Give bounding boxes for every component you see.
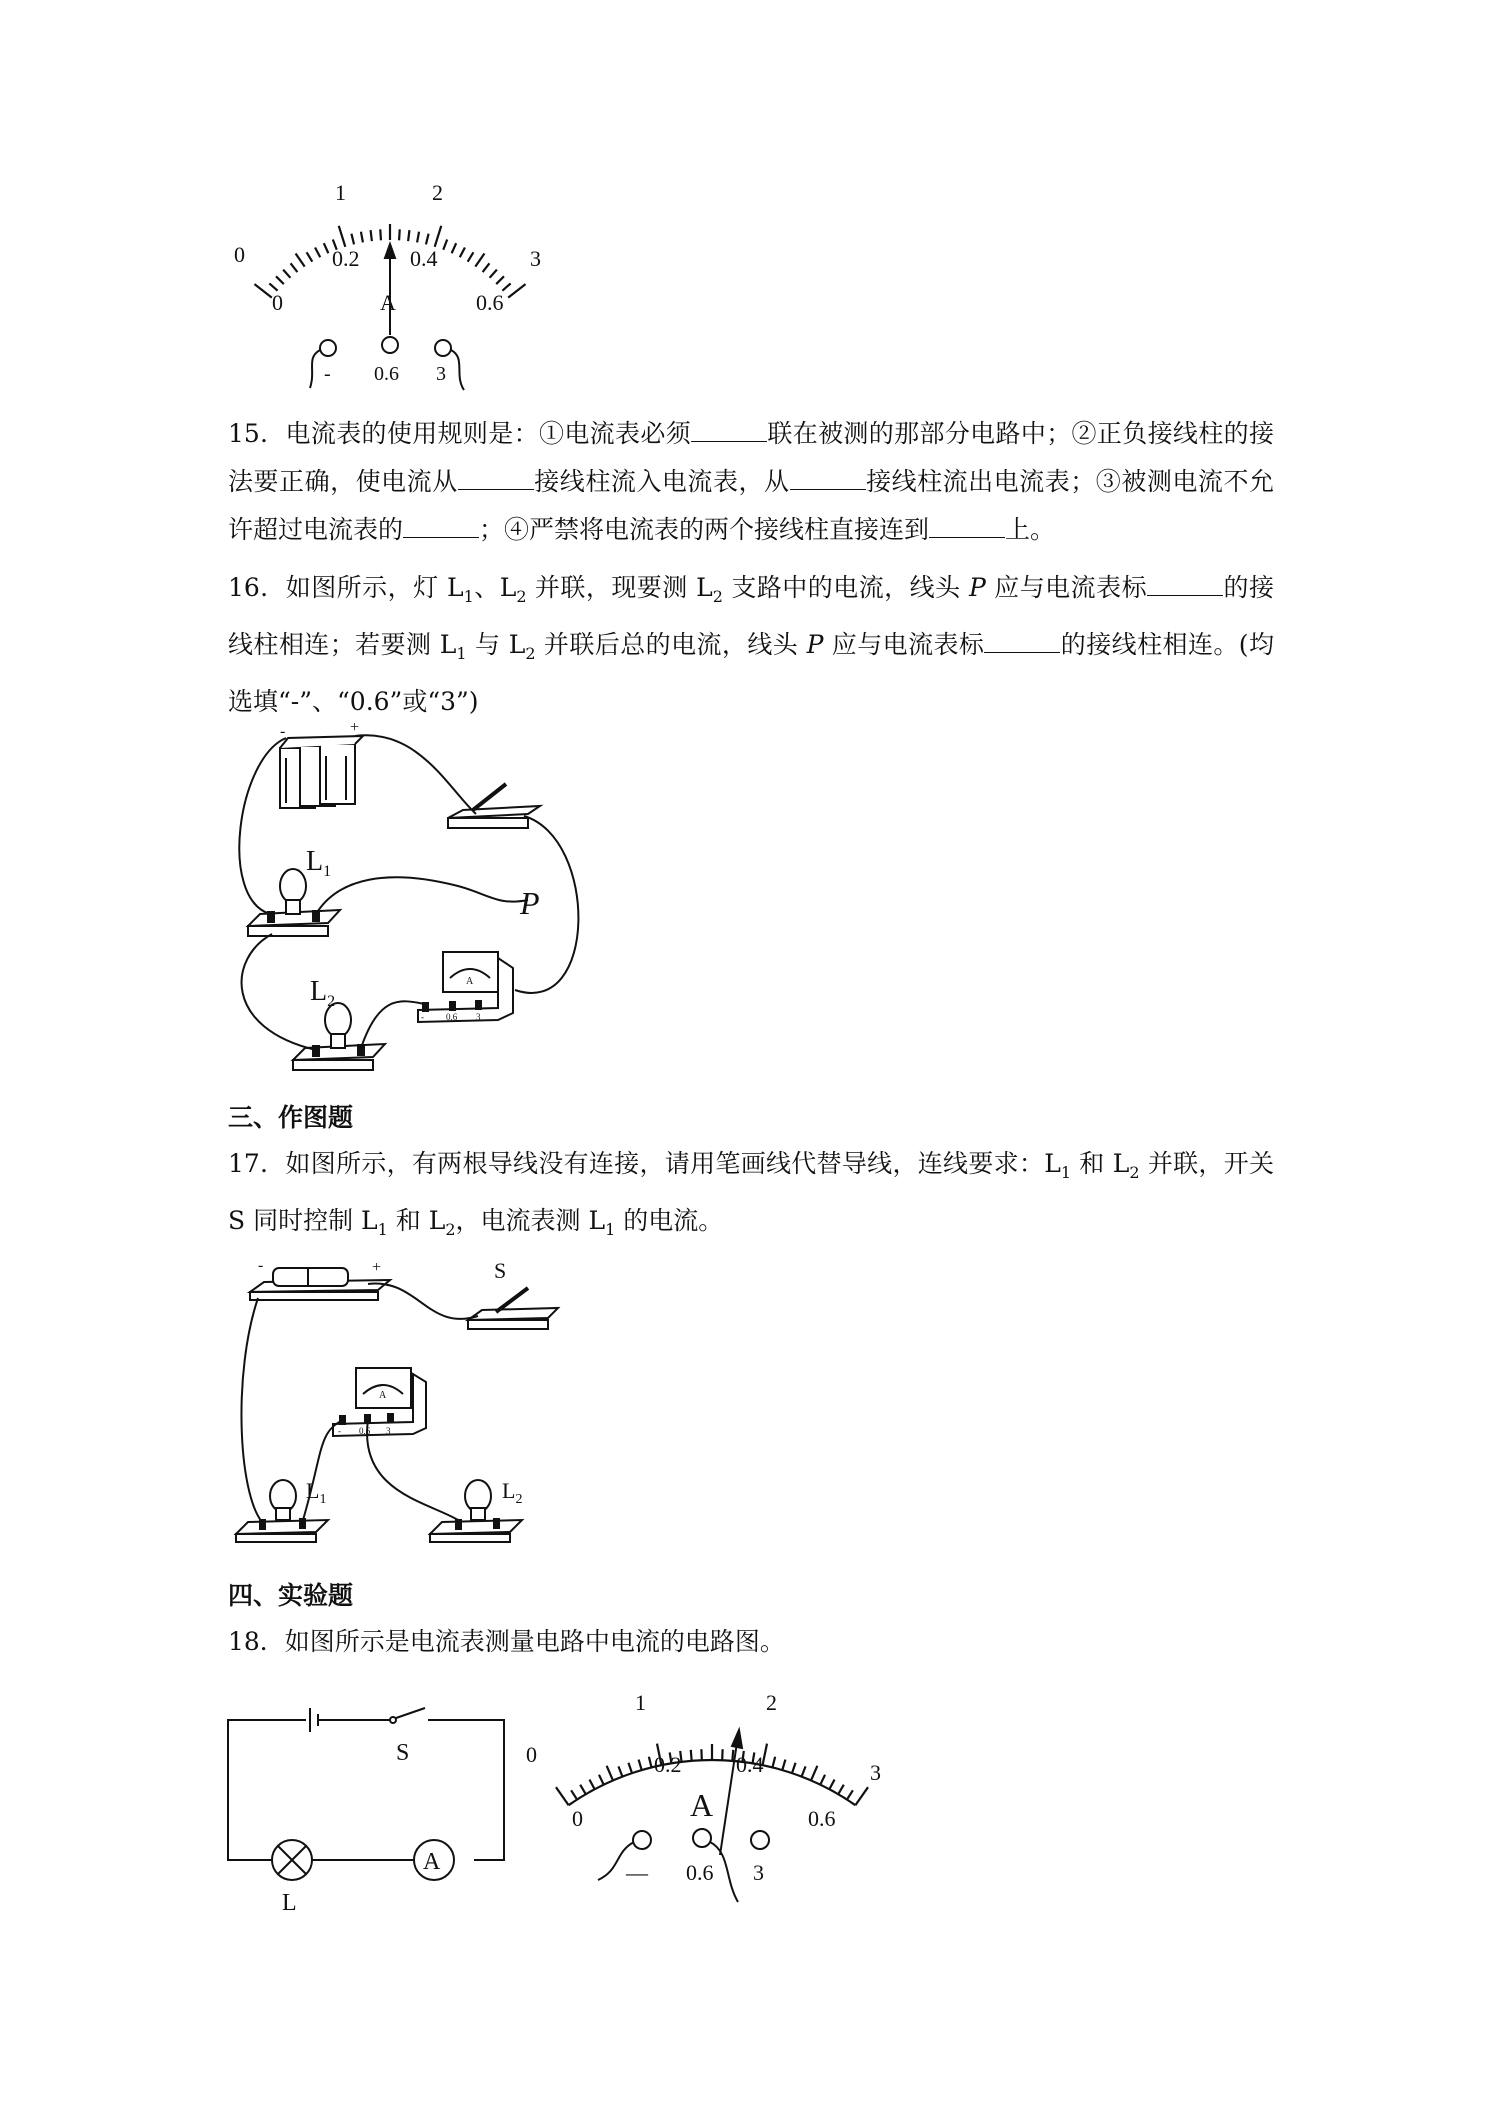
circuit-schematic <box>228 1708 504 1880</box>
question-18: 18．如图所示是电流表测量电路中电流的电路图。 <box>228 1627 785 1656</box>
dial-minor-0: 0 <box>572 1806 583 1831</box>
dial-tick <box>782 1760 785 1771</box>
dial-major-3: 3 <box>530 246 541 271</box>
dial-tick <box>276 276 284 284</box>
dial-tick <box>811 1766 817 1781</box>
dial-minor-04: 0.4 <box>410 246 438 271</box>
dial-tick <box>496 276 504 284</box>
dial-minor-04: 0.4 <box>736 1752 764 1777</box>
meter-t3: 3 <box>386 1426 391 1436</box>
dial-major-1: 1 <box>635 1690 646 1715</box>
circuit-figure-17 <box>228 1252 568 1542</box>
dial-tick <box>443 239 447 249</box>
dial-tick <box>315 247 320 257</box>
blank[interactable] <box>984 630 1060 653</box>
dial-tick <box>571 1790 577 1799</box>
meter-t1: - <box>338 1426 341 1436</box>
meter-unit: A <box>379 1390 387 1401</box>
dial-minor-02: 0.2 <box>654 1752 682 1777</box>
question-15: 15．电流表的使用规则是：①电流表必须 联在被测的那部分电路中；②正负接线柱的接法要正确，使电流从 接线柱流入电流表，从 接线柱流出电流表；③被测电流不允许超过电流表的 ；④严禁将电流表的两个接线柱直接连到 上。 <box>228 419 1274 544</box>
meter-unit: A <box>466 976 474 987</box>
section-4-title: 四、实验题 <box>228 1581 354 1610</box>
dial-tick <box>792 1763 796 1773</box>
dial-tick <box>829 1780 834 1790</box>
lamp-l1-label: $L_1$ <box>306 846 332 880</box>
dial-minor-0: 0 <box>272 290 283 315</box>
dial-tick <box>508 284 525 298</box>
meter-t2: 0.6 <box>359 1426 371 1436</box>
dial-tick <box>607 1766 613 1781</box>
terminal-neg: - <box>324 363 331 385</box>
dial-major-2: 2 <box>766 1690 777 1715</box>
dial-tick <box>618 1766 622 1776</box>
ammeter-dial-large <box>526 1690 881 1902</box>
dial-tick <box>649 1757 652 1768</box>
dial-tick <box>732 1750 733 1761</box>
dial-tick <box>855 1787 868 1805</box>
ammeter-icon <box>418 952 513 1022</box>
dial-tick <box>296 253 305 266</box>
dial-tick <box>283 270 290 278</box>
dial-major-0: 0 <box>526 1742 537 1767</box>
dial-tick <box>361 232 363 243</box>
dial-major-2: 2 <box>432 180 443 205</box>
circuit-figure-16 <box>228 719 608 1088</box>
lamp-l2-label: $L_2$ <box>502 1478 523 1507</box>
dial-tick <box>589 1780 594 1790</box>
dial-tick <box>417 232 419 243</box>
terminal-06: 0.6 <box>374 363 399 385</box>
blank[interactable] <box>790 467 866 490</box>
blank[interactable] <box>929 515 1005 538</box>
dial-tick <box>502 283 510 290</box>
dial-major-0: 0 <box>234 242 245 267</box>
lamp-l1-label: $L_1$ <box>306 1478 327 1507</box>
dial-tick <box>820 1775 825 1785</box>
dial-tick <box>468 252 474 261</box>
dial-tick <box>291 263 298 272</box>
dial-tick <box>371 230 372 241</box>
dial-minor-02: 0.2 <box>332 246 360 271</box>
dial-unit: A <box>690 1787 714 1823</box>
battery-pos-label: + <box>372 1259 382 1276</box>
terminal-3: 3 <box>753 1860 764 1885</box>
dial-tick <box>639 1760 642 1771</box>
dial-tick <box>408 230 409 241</box>
ammeter-symbol-label: A <box>423 1849 441 1875</box>
lamp-l2-icon <box>293 1003 385 1070</box>
terminal-neg: — <box>626 1860 648 1885</box>
dial-tick <box>339 226 346 247</box>
dial-tick <box>838 1785 844 1794</box>
dial-tick <box>490 270 497 278</box>
ammeter-icon <box>333 1368 426 1436</box>
blank[interactable] <box>691 419 767 442</box>
battery-neg-label: - <box>258 1257 264 1274</box>
switch-icon <box>448 784 540 828</box>
question-16: 16．如图所示，灯 $L_1$、$L_2$ 并联，现要测 $L_2$ 支路中的电流，线头 P 应与电流表标 的接线柱相连；若要测 $L_1$ 与 $L_2$ 并联后总的电流，线头 P 应与电流表标 的接线柱相连。(均选填“-”、“0.6”或“3”) <box>228 573 1274 716</box>
dial-tick <box>772 1757 775 1768</box>
dial-tick <box>483 263 490 272</box>
meter-t1: - <box>421 1012 424 1022</box>
dial-tick <box>399 229 400 240</box>
blank[interactable] <box>1147 573 1223 596</box>
blank[interactable] <box>403 515 479 538</box>
dial-pointer <box>720 1730 742 1855</box>
battery-neg-label: - <box>280 723 286 740</box>
lamp-l2-label: $L_2$ <box>310 976 336 1010</box>
dial-tick <box>556 1787 569 1805</box>
meter-t3: 3 <box>476 1012 481 1022</box>
wire-end-p: P <box>520 885 540 921</box>
dial-tick <box>435 226 442 247</box>
dial-major-3: 3 <box>870 1760 881 1785</box>
dial-tick <box>475 253 484 266</box>
battery-pos-label: + <box>350 719 360 736</box>
dial-tick <box>452 243 457 253</box>
terminal-3: 3 <box>436 363 446 385</box>
question-17: 17．如图所示，有两根导线没有连接，请用笔画线代替导线，连线要求：$L_1$ 和 $L_2$ 并联，开关 S 同时控制 $L_1$ 和 $L_2$，电流表测 $L_1$ 的电流。 <box>228 1149 1275 1239</box>
dial-tick <box>691 1750 692 1761</box>
dial-tick <box>802 1766 806 1776</box>
section-3-title: 三、作图题 <box>228 1103 354 1132</box>
switch-label: S <box>494 1258 507 1283</box>
ammeter-dial-figure <box>228 180 558 400</box>
circuit-figure-18 <box>220 1680 900 1920</box>
dial-major-1: 1 <box>335 180 346 205</box>
lamp-label: L <box>282 1890 297 1916</box>
dial-minor-06: 0.6 <box>808 1806 836 1831</box>
dial-tick <box>847 1790 853 1799</box>
dial-tick <box>426 234 429 245</box>
dial-unit: A <box>380 290 396 315</box>
dial-tick <box>460 247 465 257</box>
dial-tick <box>599 1775 604 1785</box>
switch-label: S <box>396 1740 410 1766</box>
dial-tick <box>580 1785 586 1794</box>
terminal-06: 0.6 <box>686 1860 714 1885</box>
switch-icon <box>468 1288 558 1329</box>
dial-tick <box>324 243 329 253</box>
dial-minor-06: 0.6 <box>476 290 504 315</box>
dial-tick <box>628 1763 632 1773</box>
meter-t2: 0.6 <box>446 1012 458 1022</box>
dial-tick <box>254 284 271 298</box>
dial-tick <box>351 234 354 245</box>
dial-tick <box>307 252 313 261</box>
dial-tick <box>380 229 381 240</box>
blank[interactable] <box>458 467 534 490</box>
battery-icon <box>280 736 363 808</box>
